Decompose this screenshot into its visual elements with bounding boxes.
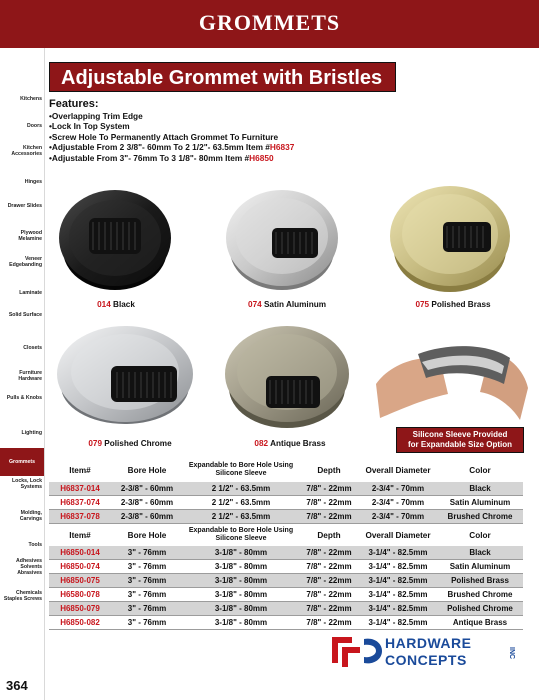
col-header-depth: Depth [317, 530, 341, 540]
cell: 7/8" - 22mm [299, 496, 359, 510]
sidebar-item-veneer-edgebanding[interactable]: Veneer Edgebanding [9, 256, 42, 268]
page-header-title: GROMMETS [198, 10, 341, 35]
bristle-opening [443, 222, 491, 252]
cell: Brushed Chrome [437, 510, 523, 524]
bristle-opening [89, 218, 141, 254]
cell: 3" - 76mm [111, 560, 183, 574]
col-header-depth: Depth [317, 465, 341, 475]
cell: 2-3/8" - 60mm [111, 496, 183, 510]
cell: 7/8" - 22mm [299, 588, 359, 602]
table-row [49, 482, 523, 496]
table-row [49, 588, 523, 602]
item-number[interactable]: H6837-074 [49, 496, 111, 510]
cell: 3-1/8" - 80mm [183, 588, 299, 602]
logo-text-line-1: HARDWARE [385, 635, 472, 651]
cell: 2-3/8" - 60mm [111, 482, 183, 496]
table-row [49, 510, 523, 524]
cell: 3" - 76mm [111, 546, 183, 560]
cell: 2-3/4" - 70mm [359, 496, 437, 510]
col-header-diameter: Overall Diameter [365, 530, 431, 540]
cell: 3" - 76mm [111, 616, 183, 630]
cell: 3" - 76mm [111, 588, 183, 602]
page-number: 364 [6, 678, 28, 693]
cell: Antique Brass [437, 616, 523, 630]
item-number[interactable]: H6837-014 [49, 482, 111, 496]
cell: 7/8" - 22mm [299, 482, 359, 496]
grommet-antique-brass-image [222, 318, 352, 430]
sidebar-item-laminate[interactable]: Laminate [19, 290, 42, 296]
col-header-color: Color [469, 465, 491, 475]
category-sidebar [0, 48, 45, 700]
cell: 3-1/8" - 80mm [183, 616, 299, 630]
sidebar-item-tools[interactable]: Tools [28, 542, 42, 548]
callout-line-1: Silicone Sleeve Provided [412, 430, 508, 439]
sidebar-item-adhesives[interactable]: Adhesives Solvents Abrasives [16, 558, 42, 576]
sidebar-item-lighting[interactable]: Lighting [21, 430, 42, 436]
cell: 2 1/2" - 63.5mm [183, 496, 299, 510]
col-header-diameter: Overall Diameter [365, 465, 431, 475]
item-number[interactable]: H6850-082 [49, 616, 111, 630]
product-caption-antique-brass: 082 Antique Brass [254, 439, 326, 448]
sidebar-item-hinges[interactable]: Hinges [24, 179, 42, 185]
cell: Polished Chrome [437, 602, 523, 616]
cell: 7/8" - 22mm [299, 574, 359, 588]
cell: Polished Brass [437, 574, 523, 588]
page-header-bar [0, 0, 539, 48]
product-caption-polished-brass: 075 Polished Brass [415, 300, 491, 309]
cell: 3-1/4" - 82.5mm [359, 560, 437, 574]
cell: 3-1/4" - 82.5mm [359, 616, 437, 630]
sidebar-item-solid-surface[interactable]: Solid Surface [8, 312, 42, 318]
cell: 2-3/4" - 70mm [359, 510, 437, 524]
bristle-opening [272, 228, 318, 258]
spec-table-h6850 [49, 524, 523, 630]
cell: 7/8" - 22mm [299, 546, 359, 560]
feature-item: • Lock In Top System [49, 121, 294, 132]
cell: Black [437, 482, 523, 496]
cell: Black [437, 546, 523, 560]
grommet-polished-chrome-image [55, 320, 195, 430]
bristle-opening [111, 366, 177, 402]
cell: 3-1/4" - 82.5mm [359, 602, 437, 616]
logo-mark-icon [330, 633, 384, 667]
cell: 7/8" - 22mm [299, 560, 359, 574]
table-row [49, 574, 523, 588]
sidebar-item-furniture-hardware[interactable]: Furniture Hardware [18, 370, 42, 382]
sidebar-item-chemicals[interactable]: Chemicals Staples Screws [3, 590, 42, 602]
sidebar-item-kitchens[interactable]: Kitchens [20, 96, 42, 102]
cell: 2 1/2" - 63.5mm [183, 510, 299, 524]
table-row [49, 602, 523, 616]
sidebar-item-closets[interactable]: Closets [23, 345, 42, 351]
cell: Brushed Chrome [437, 588, 523, 602]
grommet-satin-aluminum-image [222, 178, 342, 298]
cell: 3-1/4" - 82.5mm [359, 574, 437, 588]
cell: 3" - 76mm [111, 602, 183, 616]
item-number[interactable]: H6580-078 [49, 588, 111, 602]
col-header-bore-hole: Bore Hole [127, 530, 167, 540]
item-number[interactable]: H6837-078 [49, 510, 111, 524]
cell: 7/8" - 22mm [299, 616, 359, 630]
col-header-item: Item# [69, 465, 91, 475]
sidebar-item-pulls-knobs[interactable]: Pulls & Knobs [6, 395, 42, 401]
cell: 7/8" - 22mm [299, 602, 359, 616]
cell: 2-3/8" - 60mm [111, 510, 183, 524]
cell: Satin Aluminum [437, 560, 523, 574]
cell: 3-1/8" - 80mm [183, 574, 299, 588]
product-caption-black: 014 Black [97, 300, 135, 309]
item-number[interactable]: H6850-014 [49, 546, 111, 560]
silicone-sleeve-photo [370, 334, 530, 426]
hardware-concepts-logo [330, 633, 515, 672]
feature-item: • Overlapping Trim Edge [49, 111, 294, 122]
col-header-item: Item# [69, 530, 91, 540]
section-title: Adjustable Grommet with Bristles [49, 62, 396, 92]
logo-text-suffix: INC [508, 647, 515, 660]
feature-item: • Adjustable From 2 3/8"- 60mm To 2 1/2"- 63.5mm Item #H6837 [49, 142, 294, 153]
cell: 2-3/4" - 70mm [359, 482, 437, 496]
product-caption-polished-chrome: 079 Polished Chrome [88, 439, 172, 448]
cell: 3-1/8" - 80mm [183, 560, 299, 574]
table-row [49, 560, 523, 574]
item-number[interactable]: H6850-074 [49, 560, 111, 574]
spec-table-h6837 [49, 458, 523, 524]
sidebar-item-molding-carvings[interactable]: Molding, Carvings [19, 510, 42, 522]
feature-item: • Adjustable From 3"- 76mm To 3 1/8"- 80mm Item #H6850 [49, 153, 294, 164]
logo-text-line-2: CONCEPTS [385, 652, 467, 668]
cell: 3-1/8" - 80mm [183, 546, 299, 560]
features-heading: Features: [49, 98, 99, 110]
table-row [49, 546, 523, 560]
grommet-polished-brass-image [385, 176, 515, 298]
cell: 2 1/2" - 63.5mm [183, 482, 299, 496]
feature-item: • Screw Hole To Permanently Attach Grommet To Furniture [49, 132, 294, 143]
silicone-sleeve-callout [396, 427, 524, 453]
product-caption-satin-aluminum: 074 Satin Aluminum [248, 300, 326, 309]
cell: 3-1/4" - 82.5mm [359, 588, 437, 602]
item-link-h6837[interactable]: H6837 [269, 142, 295, 152]
grommet-black-image [55, 178, 175, 298]
cell: 3" - 76mm [111, 574, 183, 588]
cell: 3-1/4" - 82.5mm [359, 546, 437, 560]
cell: 7/8" - 22mm [299, 510, 359, 524]
col-header-color: Color [469, 530, 491, 540]
cell: 3-1/8" - 80mm [183, 602, 299, 616]
item-link-h6850[interactable]: H6850 [249, 152, 274, 163]
item-number[interactable]: H6850-075 [49, 574, 111, 588]
sidebar-item-grommets[interactable]: Grommets [0, 448, 44, 476]
item-number[interactable]: H6850-079 [49, 602, 111, 616]
sidebar-item-locks[interactable]: Locks, Lock Systems [12, 478, 42, 490]
sidebar-item-drawer-slides[interactable]: Drawer Slides [7, 203, 42, 209]
col-header-expandable: Expandable to Bore Hole Using Silicone Sleeve [188, 462, 294, 477]
table-row [49, 616, 523, 630]
sidebar-item-doors[interactable]: Doors [27, 123, 42, 129]
col-header-expandable: Expandable to Bore Hole Using Silicone Sleeve [188, 527, 294, 542]
table-row [49, 496, 523, 510]
col-header-bore-hole: Bore Hole [127, 465, 167, 475]
cell: Satin Aluminum [437, 496, 523, 510]
sidebar-item-kitchen-accessories[interactable]: Kitchen Accessories [11, 145, 42, 157]
callout-line-2: for Expandable Size Option [407, 440, 512, 449]
sidebar-item-plywood-melamine[interactable]: Plywood Melamine [18, 230, 42, 242]
features-list [49, 99, 294, 163]
